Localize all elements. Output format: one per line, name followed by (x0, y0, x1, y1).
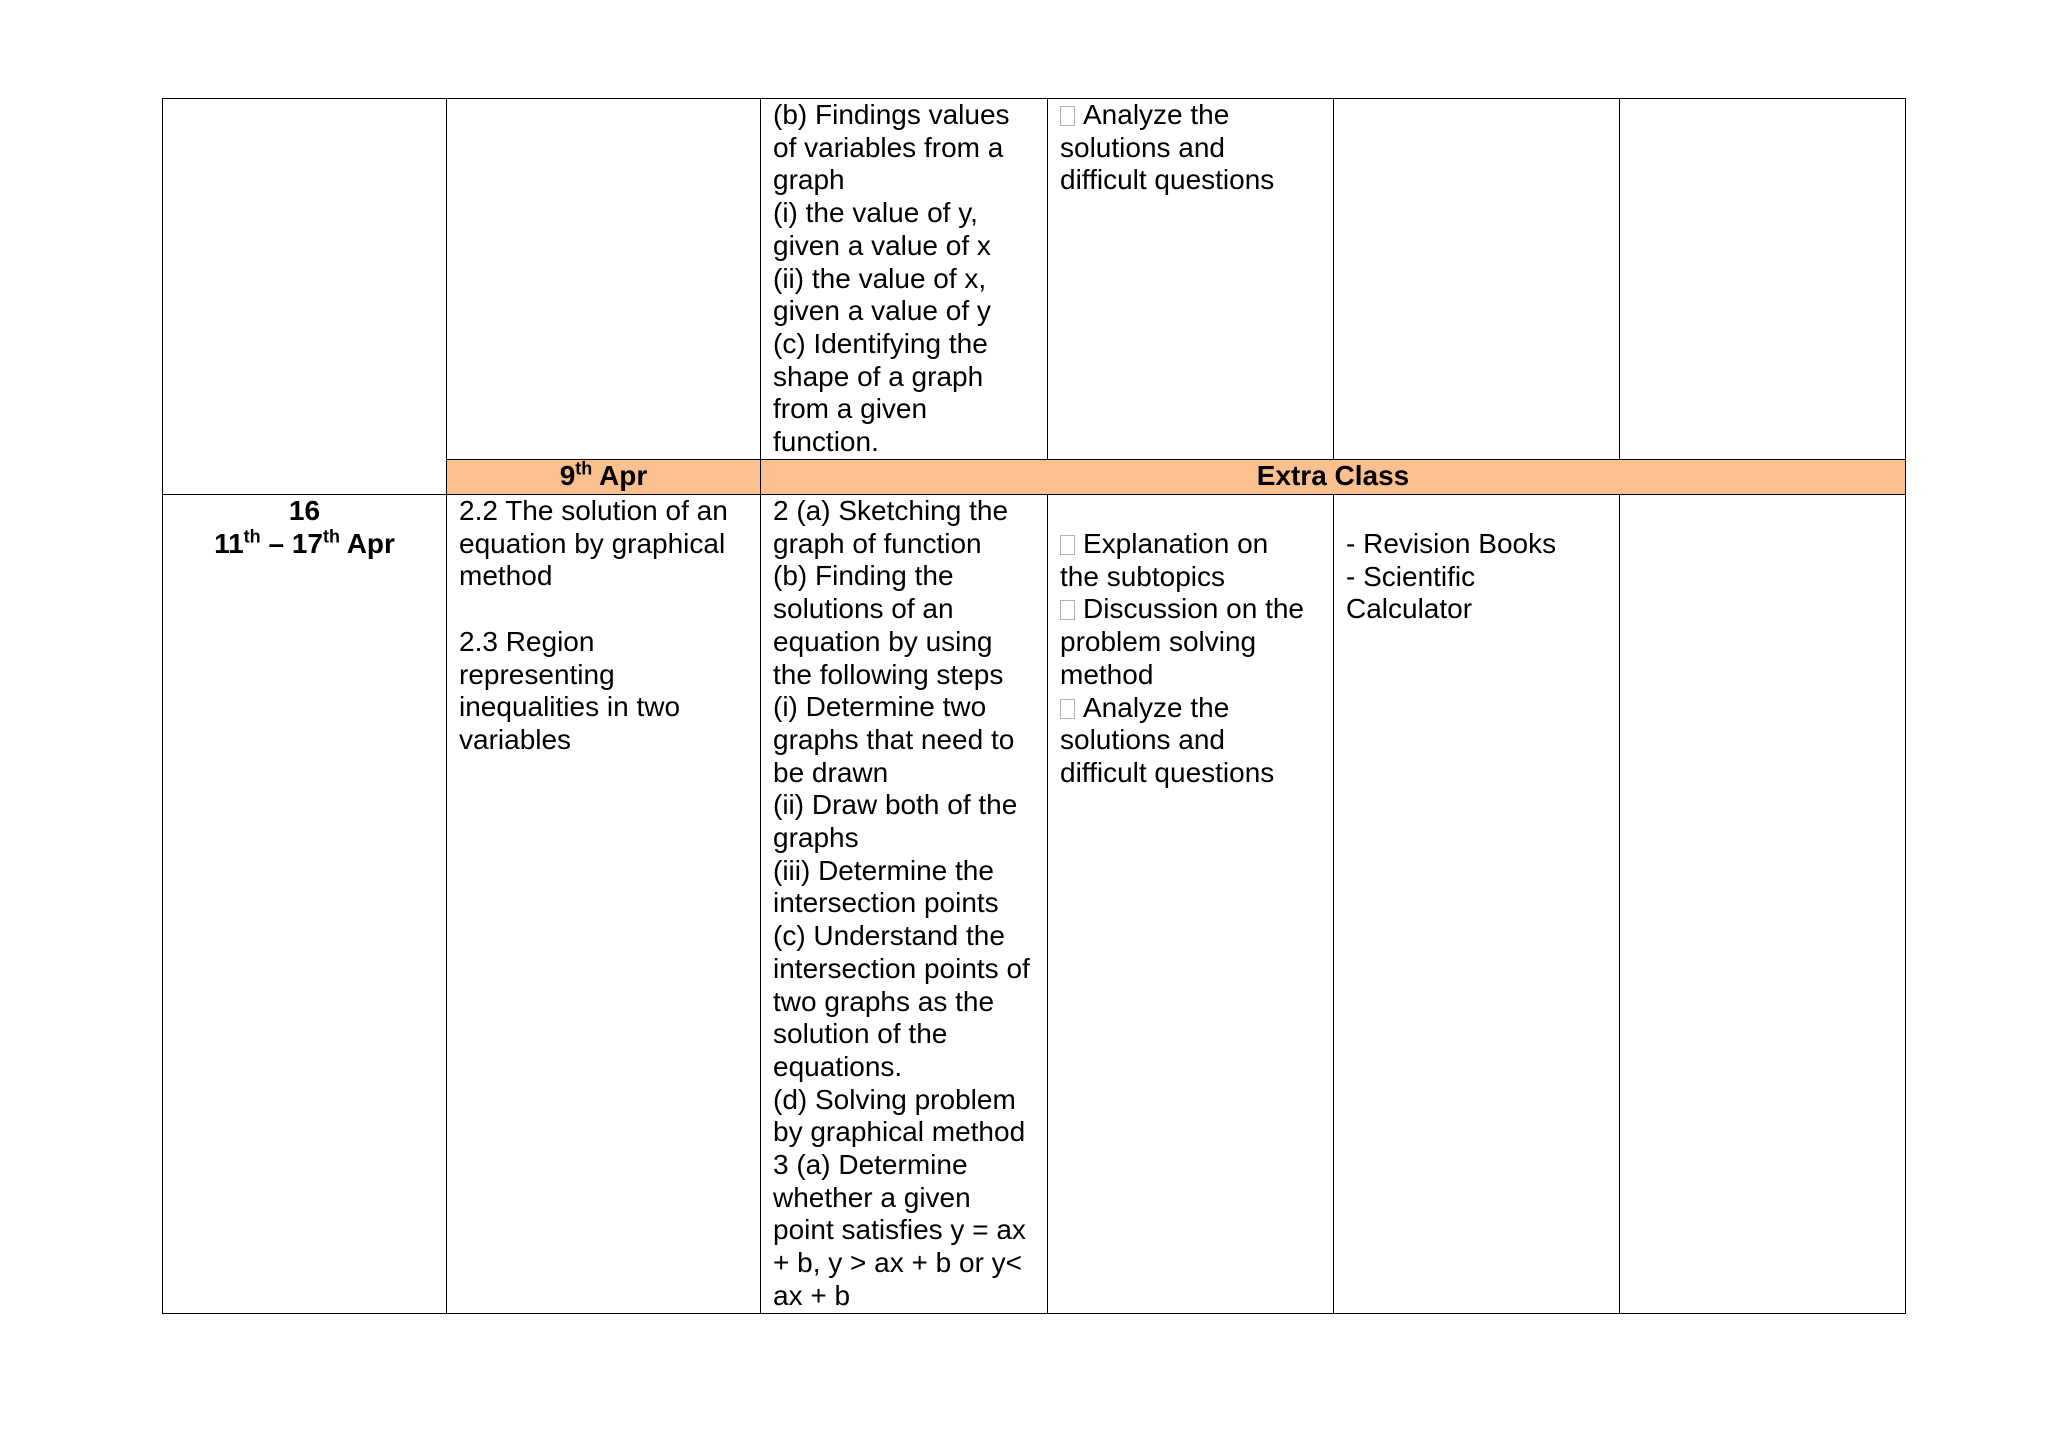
text-line: solution of the (773, 1018, 948, 1050)
text-line: intersection points of (773, 952, 1030, 984)
week-range-separator: – (260, 527, 292, 559)
text-line: whether a given (773, 1181, 971, 1213)
text-line: from a given (773, 393, 928, 425)
topic-gap (459, 593, 748, 626)
text-line: (ii) Draw both of the (773, 789, 1018, 821)
activity-text: the subtopics (1060, 560, 1225, 592)
text-line: shape of a graph (773, 360, 984, 392)
week-start-day: 11 (214, 527, 244, 559)
activity-line (1060, 593, 1321, 626)
activity-line (1060, 626, 1321, 659)
text-line: (c) Identifying the (773, 327, 988, 359)
resource-cell-empty (1334, 99, 1620, 460)
resource-cell (1334, 495, 1620, 1314)
text-line: + b, y > ax + b or y< (773, 1247, 1023, 1279)
activity-line (1060, 692, 1321, 725)
text-line: variables (459, 723, 572, 755)
week-month: Apr (339, 527, 395, 559)
text-line: 3 (a) Determine (773, 1149, 968, 1181)
activity-line (1060, 757, 1321, 790)
text-line: given a value of y (773, 295, 991, 327)
text-line: two graphs as the (773, 985, 995, 1017)
extra-class-date-day: 9 (559, 460, 576, 491)
text-line: by graphical method (773, 1116, 1026, 1148)
bullet-icon (1060, 699, 1075, 719)
text-line: (iii) Determine the (773, 854, 994, 886)
activity-line (1060, 164, 1321, 197)
topic-cell (447, 495, 761, 1314)
activity-lines (1060, 528, 1321, 790)
topic-lines-first (459, 495, 748, 593)
text-line: inequalities in two (459, 691, 681, 723)
activity-cell (1048, 99, 1334, 460)
text-line: Calculator (1346, 593, 1473, 625)
text-line: function. (773, 426, 879, 458)
text-line: (i) Determine two (773, 691, 987, 723)
week-cell (163, 495, 447, 1314)
text-line: 2.2 The solution of an (459, 495, 728, 526)
activity-line (1060, 528, 1321, 561)
extra-class-label: Extra Class (761, 460, 1906, 495)
week-end-suffix: th (322, 526, 340, 547)
text-line: (ii) the value of x, (773, 262, 987, 294)
text-line: intersection points (773, 887, 999, 919)
table-row (163, 99, 1906, 460)
activity-cell (1048, 495, 1334, 1314)
activity-text: Analyze the (1083, 691, 1230, 723)
content-cell (761, 99, 1048, 460)
content-lines (773, 495, 1035, 1313)
text-line: be drawn (773, 756, 889, 788)
text-line: the following steps (773, 658, 1004, 690)
text-line: point satisfies y = ax (773, 1214, 1026, 1246)
activity-text: method (1060, 658, 1154, 690)
bullet-icon (1060, 600, 1075, 620)
text-line: - Revision Books (1346, 528, 1557, 559)
text-line: 2.3 Region (459, 625, 595, 657)
topic-cell-empty (447, 99, 761, 460)
extra-class-date-month: Apr (592, 460, 648, 491)
text-line: (b) Findings values (773, 99, 1010, 130)
activity-line (1060, 132, 1321, 165)
activity-text: difficult questions (1060, 756, 1275, 788)
notes-cell-empty (1620, 495, 1906, 1314)
content-cell (761, 495, 1048, 1314)
lesson-plan-table (162, 98, 1906, 1314)
text-line: solutions of an (773, 593, 954, 625)
text-line: 2 (a) Sketching the (773, 495, 1009, 526)
week-start-suffix: th (243, 526, 261, 547)
activity-text: solutions and (1060, 131, 1226, 163)
text-line: equation by using (773, 625, 993, 657)
extra-class-date (447, 460, 761, 495)
text-line: graphs that need to (773, 723, 1015, 755)
bullet-icon (1060, 535, 1075, 555)
week-number: 16 (288, 495, 321, 526)
activity-line (1060, 99, 1321, 132)
text-line: representing (459, 658, 615, 690)
topic-lines-second (459, 626, 748, 757)
content-lines (773, 99, 1035, 459)
resource-lines (1346, 528, 1607, 626)
activity-text: Discussion on the (1083, 593, 1305, 625)
text-line: (i) the value of y, (773, 197, 978, 229)
activity-text: Explanation on (1083, 528, 1269, 559)
activity-line (1060, 659, 1321, 692)
text-line: method (459, 560, 553, 592)
text-line: (d) Solving problem (773, 1083, 1016, 1115)
activity-text: difficult questions (1060, 164, 1275, 196)
activity-line (1060, 561, 1321, 594)
text-line: - Scientific (1346, 560, 1476, 592)
text-line: graph (773, 164, 845, 196)
extra-class-date-suffix: th (575, 459, 593, 479)
activity-text: problem solving (1060, 626, 1257, 658)
text-line: graph of function (773, 527, 982, 559)
text-line: equations. (773, 1050, 903, 1082)
week-cell-empty (163, 99, 447, 495)
text-line: graphs (773, 822, 859, 854)
week-date-range (175, 528, 434, 561)
activity-text: Analyze the (1083, 99, 1230, 130)
text-line: (b) Finding the (773, 560, 954, 592)
text-line: given a value of x (773, 229, 991, 261)
activity-line (1060, 724, 1321, 757)
text-line: ax + b (773, 1279, 851, 1311)
notes-cell-empty (1620, 99, 1906, 460)
text-line: equation by graphical (459, 527, 726, 559)
table-row (163, 495, 1906, 1314)
text-line: of variables from a (773, 131, 1004, 163)
activity-text: solutions and (1060, 724, 1226, 756)
activity-lines (1060, 99, 1321, 197)
bullet-icon (1060, 106, 1075, 126)
week-end-day: 17 (291, 527, 323, 559)
text-line: (c) Understand the (773, 920, 1005, 952)
